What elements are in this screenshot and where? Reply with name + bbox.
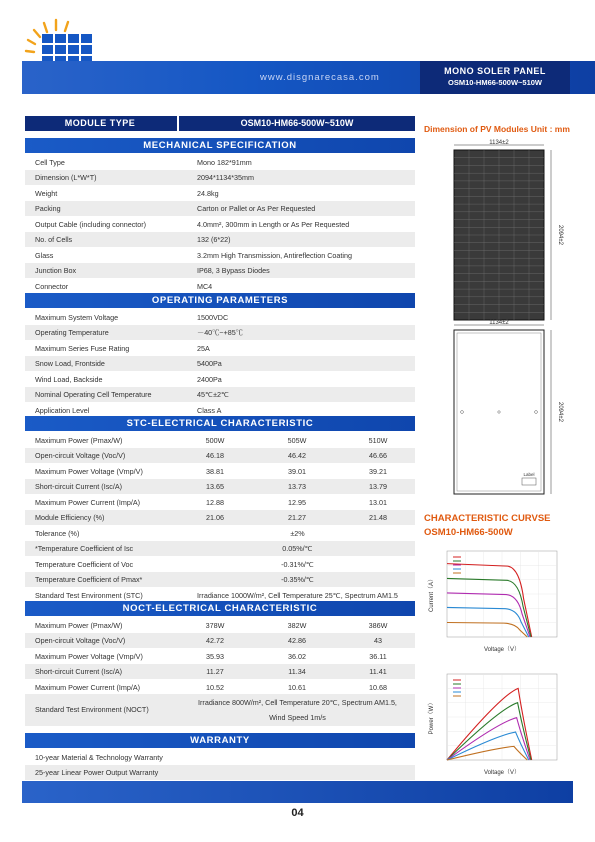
pv-curve-chart: [425, 668, 565, 780]
back-width-label: 1134±2: [489, 320, 509, 326]
row-value-col3: 39.21: [369, 466, 387, 476]
row-label: Nominal Operating Cell Temperature: [35, 390, 152, 400]
product-model: OSM10-HM66-500W~510W: [448, 78, 542, 87]
table-row: [25, 494, 415, 510]
dimension-title: Dimension of PV Modules Unit : mm: [424, 124, 570, 134]
iv-curve-chart: [425, 545, 565, 657]
table-row: [25, 216, 415, 232]
table-row: [25, 765, 415, 781]
row-value: 1500VDC: [197, 312, 229, 322]
table-row: [25, 525, 415, 541]
row-label: Maximum Power (Pmax/W): [35, 620, 123, 630]
row-value: 132 (6*22): [197, 235, 231, 245]
module-type-value: OSM10-HM66-500W~510W: [240, 118, 354, 128]
row-value: Class A: [197, 405, 222, 415]
row-value-col2: 21.27: [288, 513, 306, 523]
row-value: 25A: [197, 343, 210, 353]
table-row: [25, 463, 415, 479]
section-header-operating: OPERATING PARAMETERS: [25, 293, 415, 308]
row-value-col3: 43: [374, 636, 382, 646]
row-value-col2: 11.34: [288, 667, 306, 677]
front-length-label: 2094±2: [557, 225, 563, 245]
row-label: Temperature Coefficient of Pmax*: [35, 575, 143, 585]
table-row: [25, 749, 415, 765]
table-row: [25, 648, 415, 664]
row-label: Output Cable (including connector): [35, 219, 147, 229]
product-name: MONO SOLER PANEL: [444, 66, 546, 76]
table-row: [25, 633, 415, 649]
row-value-col2: 12.95: [288, 497, 306, 507]
row-value: 2094*1134*35mm: [197, 173, 255, 183]
chart-x-axis-label: Voltage（V）: [483, 647, 521, 653]
solar-panel-back: [454, 330, 544, 494]
section-header-stc: STC-ELECTRICAL CHARACTERISTIC: [25, 416, 415, 431]
row-value-col3: 21.48: [369, 513, 387, 523]
row-value: 5400Pa: [197, 359, 222, 369]
table-row: [25, 247, 415, 263]
footer-bar: [22, 781, 573, 803]
row-value-col2: 10.61: [288, 682, 306, 692]
table-row: [25, 185, 415, 201]
table-row: [25, 387, 415, 403]
row-value-col1: 21.06: [206, 513, 224, 523]
row-value: -0.35%/℃: [281, 575, 314, 585]
chart-x-axis-label: Voltage（V）: [483, 770, 521, 776]
noct-env-line1: Irradiance 800W/m², Cell Temperature 20℃, Spectrum AM1.5,: [198, 698, 397, 707]
row-value-col3: 13.01: [369, 497, 387, 507]
table-row: [25, 325, 415, 341]
row-value: 2400Pa: [197, 374, 222, 384]
front-view-drawing: [428, 138, 578, 322]
row-label: Short-circuit Current (Isc/A): [35, 667, 123, 677]
row-value-col2: 36.02: [288, 651, 306, 661]
table-row: [25, 309, 415, 325]
row-value-col3: 13.79: [369, 482, 387, 492]
table-row: [25, 356, 415, 372]
row-label: Maximum Power Current (Imp/A): [35, 682, 141, 692]
row-label: Application Level: [35, 405, 90, 415]
row-value-col2: 39.01: [288, 466, 306, 476]
table-row: [25, 340, 415, 356]
row-value: Irradiance 1000W/m², Cell Temperature 25℃, Spectrum AM1.5: [197, 590, 398, 600]
table-row: [25, 617, 415, 633]
row-value-col3: 36.11: [369, 651, 387, 661]
table-row: [25, 664, 415, 680]
row-label: *Temperature Coefficient of Isc: [35, 544, 134, 554]
row-value-col1: 10.52: [206, 682, 224, 692]
row-value-col2: 382W: [287, 620, 307, 630]
row-label: Maximum System Voltage: [35, 312, 119, 322]
table-row: [25, 541, 415, 557]
curves-title-line1: CHARACTERISTIC CURVSE: [424, 513, 551, 524]
row-value: 4.0mm², 300mm in Length or As Per Requested: [197, 219, 350, 229]
table-row: [25, 371, 415, 387]
table-row: [25, 170, 415, 186]
row-value-col2: 46.42: [288, 451, 306, 461]
row-label: Maximum Power Voltage (Vmp/V): [35, 466, 143, 476]
row-value: Mono 182*91mm: [197, 157, 252, 167]
table-row: [25, 432, 415, 448]
section-header-noct: NOCT-ELECTRICAL CHARACTERISTIC: [25, 601, 415, 616]
row-label: Maximum Series Fuse Rating: [35, 343, 130, 353]
table-row: [25, 556, 415, 572]
back-view-drawing: [428, 318, 578, 496]
row-label: 10-year Material & Technology Warranty: [35, 752, 163, 762]
row-label: Junction Box: [35, 266, 77, 276]
row-value: 45℃±2℃: [197, 390, 230, 400]
noct-env-label: Standard Test Environment (NOCT): [35, 705, 149, 714]
row-label: Maximum Power Voltage (Vmp/V): [35, 651, 143, 661]
module-type-label: MODULE TYPE: [64, 118, 136, 128]
row-label: Wind Load, Backside: [35, 374, 103, 384]
row-value-col1: 378W: [205, 620, 225, 630]
back-length-label: 2094±2: [557, 402, 563, 422]
row-label: Tolerance (%): [35, 528, 80, 538]
row-value: 24.8kg: [197, 188, 219, 198]
row-label: Connector: [35, 281, 69, 291]
row-label: Snow Load, Frontside: [35, 359, 105, 369]
row-label: Short-circuit Current (Isc/A): [35, 482, 123, 492]
noct-env-row: [25, 694, 415, 726]
table-row: [25, 278, 415, 294]
row-label: Dimension (L*W*T): [35, 173, 97, 183]
table-row: [25, 154, 415, 170]
row-value: MC4: [197, 281, 213, 291]
row-value-col1: 11.27: [206, 667, 224, 677]
row-value-col1: 46.18: [206, 451, 224, 461]
table-row: [25, 201, 415, 217]
row-label: Weight: [35, 188, 58, 198]
website-url: www.disgnarecasa.com: [260, 72, 380, 83]
table-row: [25, 679, 415, 695]
row-label: Maximum Power (Pmax/W): [35, 435, 123, 445]
row-value-col2: 505W: [287, 435, 307, 445]
row-value: ±2%: [290, 528, 305, 538]
back-label-text: Label: [523, 472, 535, 477]
row-value: -0.31%/℃: [281, 559, 314, 569]
table-row: [25, 572, 415, 588]
table-row: [25, 448, 415, 464]
row-label: Temperature Coefficient of Voc: [35, 559, 134, 569]
row-label: 25-year Linear Power Output Warranty: [35, 768, 159, 778]
row-label: Standard Test Environment (STC): [35, 590, 143, 600]
row-value-col3: 11.41: [369, 667, 387, 677]
row-value-col1: 38.81: [206, 466, 224, 476]
page-number: 04: [291, 807, 304, 819]
front-width-label: 1134±2: [489, 140, 509, 146]
row-value: Carton or Pallet or As Per Requested: [197, 204, 316, 214]
row-value-col1: 500W: [205, 435, 225, 445]
row-value: 0.05%/℃: [282, 544, 313, 554]
noct-env-line2: Wind Speed 1m/s: [269, 713, 326, 722]
row-value: －40℃~+85℃: [197, 328, 243, 338]
row-value-col3: 46.66: [369, 451, 387, 461]
row-value-col3: 10.68: [369, 682, 387, 692]
section-header-warranty: WARRANTY: [25, 733, 415, 748]
chart-y-axis-label: Current（A）: [429, 575, 435, 613]
row-value: IP68, 3 Bypass Diodes: [197, 266, 270, 276]
table-row: [25, 479, 415, 495]
table-row: [25, 232, 415, 248]
row-value-col1: 13.65: [206, 482, 224, 492]
row-value-col1: 42.72: [206, 636, 224, 646]
row-label: Cell Type: [35, 157, 65, 167]
row-label: Packing: [35, 204, 61, 214]
table-row: [25, 263, 415, 279]
row-label: Maximum Power Current (Imp/A): [35, 497, 141, 507]
table-row: [25, 510, 415, 526]
row-value-col2: 13.73: [288, 482, 306, 492]
row-label: Module Efficiency (%): [35, 513, 105, 523]
chart-y-axis-label: Power（W）: [429, 699, 435, 735]
row-label: Open-circuit Voltage (Voc/V): [35, 636, 126, 646]
section-header-mechanical: MECHANICAL SPECIFICATION: [25, 138, 415, 153]
row-value-col2: 42.86: [288, 636, 306, 646]
curves-title-line2: OSM10-HM66-500W: [424, 527, 513, 538]
row-value: 3.2mm High Transmission, Antireflection Coating: [197, 250, 352, 260]
row-value-col1: 12.88: [206, 497, 224, 507]
row-value-col1: 35.93: [206, 651, 224, 661]
row-label: No. of Cells: [35, 235, 73, 245]
row-label: Glass: [35, 250, 54, 260]
characteristic-curves-title: [424, 512, 551, 540]
row-label: Operating Temperature: [35, 328, 109, 338]
row-label: Open-circuit Voltage (Voc/V): [35, 451, 126, 461]
row-value-col3: 386W: [368, 620, 388, 630]
row-value-col3: 510W: [368, 435, 388, 445]
